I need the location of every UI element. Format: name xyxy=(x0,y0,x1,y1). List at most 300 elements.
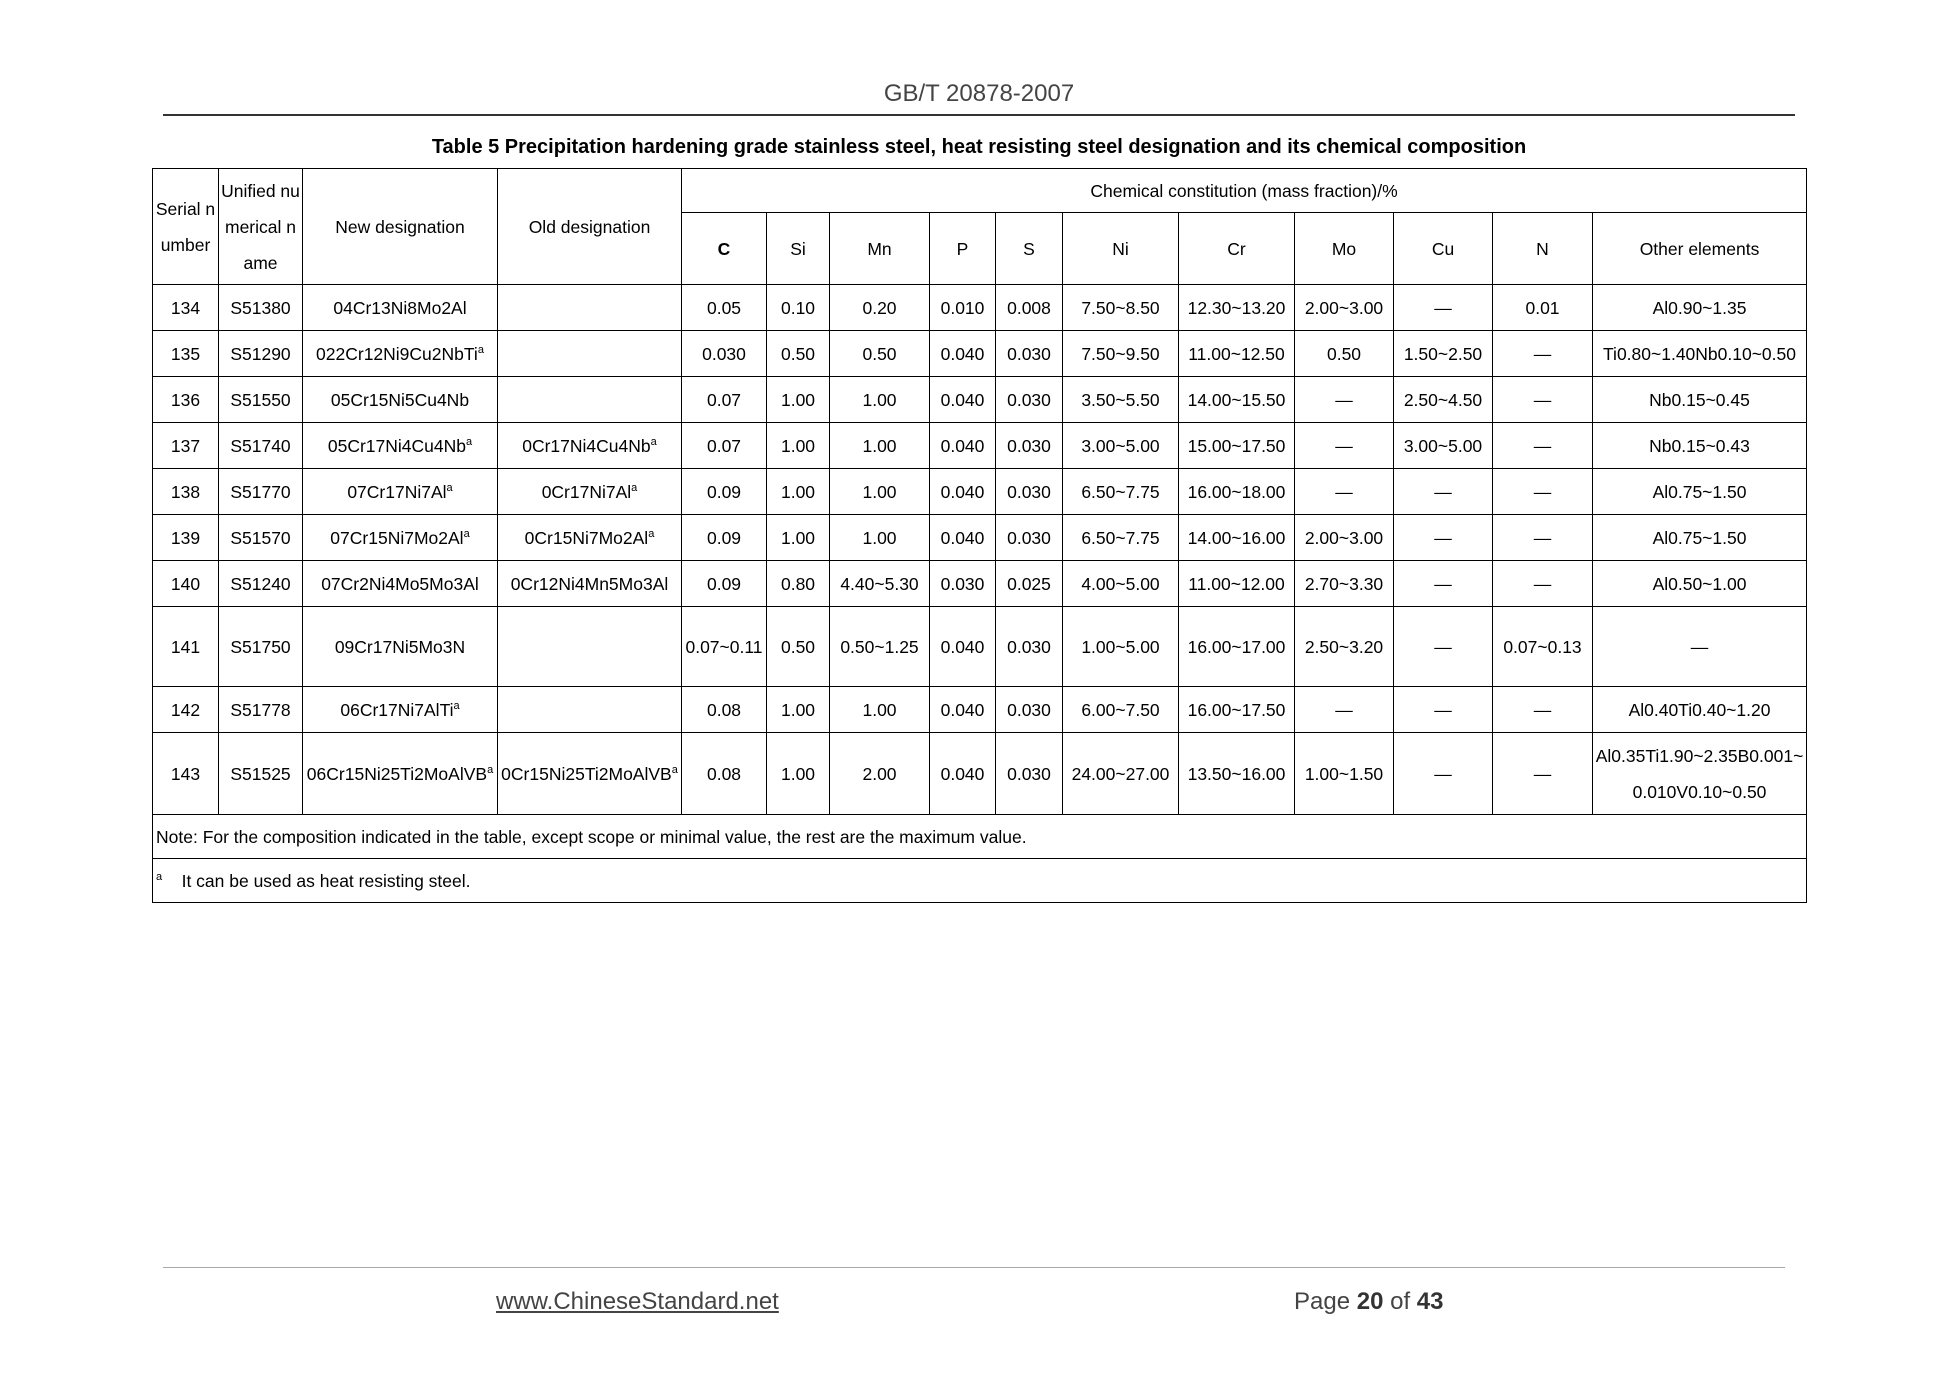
table-title: Table 5 Precipitation hardening grade stainless steel, heat resisting steel designation and its chemical composition xyxy=(431,136,1527,158)
new-designation-cell xyxy=(303,515,498,561)
header-element-mo: Mo xyxy=(1295,213,1394,285)
s-cell xyxy=(996,423,1063,469)
cr-cell-text: 14.00~15.50 xyxy=(1187,389,1286,410)
unified-name-cell xyxy=(219,469,303,515)
n-cell-text: — xyxy=(1533,389,1552,410)
unified-name-cell xyxy=(219,377,303,423)
header-element-n: N xyxy=(1493,213,1593,285)
mo-cell xyxy=(1295,687,1394,733)
ni-cell xyxy=(1063,561,1179,607)
p-cell-text: 0.040 xyxy=(940,527,985,548)
unified-name-cell xyxy=(219,687,303,733)
c-cell xyxy=(682,515,767,561)
mo-cell xyxy=(1295,331,1394,377)
footnote-ref: a xyxy=(631,481,638,494)
p-cell xyxy=(930,285,996,331)
new-designation-cell-text: 05Cr17Ni4Cu4Nb xyxy=(327,435,466,456)
table-notes xyxy=(153,815,1807,903)
old-designation-cell xyxy=(498,687,682,733)
ni-cell-text: 7.50~8.50 xyxy=(1081,297,1160,318)
header-element-p: P xyxy=(930,213,996,285)
table-row xyxy=(153,687,1807,733)
header-unified-numerical-name: Unified numerical name xyxy=(219,169,303,285)
si-cell xyxy=(767,733,830,815)
serial-number-cell xyxy=(153,469,219,515)
n-cell-text: — xyxy=(1533,527,1552,548)
header-other-elements: Other elements xyxy=(1593,213,1807,285)
c-cell xyxy=(682,687,767,733)
s-cell xyxy=(996,515,1063,561)
new-designation-cell xyxy=(303,561,498,607)
cr-cell xyxy=(1179,561,1295,607)
footnote-ref: a xyxy=(477,343,484,356)
ni-cell xyxy=(1063,377,1179,423)
cr-cell xyxy=(1179,331,1295,377)
mo-cell-text: — xyxy=(1335,435,1353,456)
si-cell xyxy=(767,331,830,377)
footnote-ref: a xyxy=(648,527,655,540)
c-cell-text: 0.08 xyxy=(706,763,742,784)
footnote-text: It can be used as heat resisting steel. xyxy=(181,870,471,891)
n-cell-text: — xyxy=(1533,435,1552,456)
new-designation-cell xyxy=(303,733,498,815)
header-element-ni: Ni xyxy=(1063,213,1179,285)
serial-number-cell xyxy=(153,561,219,607)
new-designation-cell-text: 04Cr13Ni8Mo2Al xyxy=(333,297,467,318)
old-designation-cell-text: 0Cr15Ni7Mo2Al xyxy=(524,527,649,548)
si-cell-text: 0.10 xyxy=(780,297,816,318)
c-cell xyxy=(682,561,767,607)
table-row xyxy=(153,733,1807,815)
unified-name-cell xyxy=(219,515,303,561)
unified-name-cell-text: S51550 xyxy=(230,389,291,410)
cu-cell-text: 3.00~5.00 xyxy=(1403,435,1483,456)
header-element-cr: Cr xyxy=(1179,213,1295,285)
header-divider xyxy=(163,114,1795,116)
n-cell-text: — xyxy=(1533,763,1552,784)
p-cell-text: 0.040 xyxy=(940,481,985,502)
s-cell xyxy=(996,285,1063,331)
other-elements-cell xyxy=(1593,515,1807,561)
s-cell xyxy=(996,377,1063,423)
s-cell xyxy=(996,733,1063,815)
n-cell xyxy=(1493,285,1593,331)
si-cell-text: 0.80 xyxy=(780,573,816,594)
mo-cell-text: — xyxy=(1335,389,1353,410)
old-designation-cell xyxy=(498,607,682,687)
cr-cell-text: 16.00~17.50 xyxy=(1187,699,1286,720)
c-cell xyxy=(682,285,767,331)
si-cell xyxy=(767,607,830,687)
s-cell xyxy=(996,607,1063,687)
mn-cell-text: 1.00 xyxy=(862,527,897,548)
n-cell-text: 0.07~0.13 xyxy=(1503,636,1582,657)
cu-cell-text: 2.50~4.50 xyxy=(1403,389,1483,410)
p-cell xyxy=(930,331,996,377)
c-cell-text: 0.030 xyxy=(702,343,746,364)
p-cell-text: 0.040 xyxy=(940,389,985,410)
cu-cell-text: — xyxy=(1434,527,1452,548)
table-row xyxy=(153,515,1807,561)
p-cell-text: 0.040 xyxy=(940,763,985,784)
serial-number-cell-text: 135 xyxy=(170,343,201,364)
mo-cell-text: 2.50~3.20 xyxy=(1304,636,1384,657)
n-cell-text: — xyxy=(1533,573,1552,594)
p-cell-text: 0.040 xyxy=(940,435,985,456)
si-cell xyxy=(767,515,830,561)
unified-name-cell-text: S51240 xyxy=(230,573,291,594)
s-cell-text: 0.030 xyxy=(1007,481,1051,502)
header-row-top xyxy=(153,169,1807,213)
serial-number-cell xyxy=(153,377,219,423)
n-cell xyxy=(1493,607,1593,687)
mn-cell-text: 2.00 xyxy=(862,763,897,784)
s-cell xyxy=(996,469,1063,515)
c-cell-text: 0.08 xyxy=(706,699,742,720)
new-designation-cell-text: 06Cr15Ni25Ti2MoAlVB xyxy=(306,763,488,784)
s-cell xyxy=(996,687,1063,733)
p-cell xyxy=(930,377,996,423)
s-cell-text: 0.030 xyxy=(1007,527,1051,548)
s-cell-text: 0.030 xyxy=(1007,343,1051,364)
header-new-designation: New designation xyxy=(303,169,498,285)
c-cell-text: 0.09 xyxy=(706,481,742,502)
cr-cell-text: 12.30~13.20 xyxy=(1187,297,1286,318)
mn-cell xyxy=(830,423,930,469)
header-element-si: Si xyxy=(767,213,830,285)
ni-cell xyxy=(1063,515,1179,561)
mo-cell-text: — xyxy=(1335,699,1353,720)
n-cell-text: — xyxy=(1533,343,1552,364)
si-cell-text: 1.00 xyxy=(780,389,816,410)
cr-cell xyxy=(1179,423,1295,469)
footnote-ref: a xyxy=(487,763,494,776)
p-cell xyxy=(930,607,996,687)
n-cell-text: 0.01 xyxy=(1525,297,1560,318)
mn-cell xyxy=(830,733,930,815)
ni-cell xyxy=(1063,733,1179,815)
serial-number-cell xyxy=(153,515,219,561)
header-old-designation: Old designation xyxy=(498,169,682,285)
cr-cell xyxy=(1179,377,1295,423)
serial-number-cell-text: 139 xyxy=(170,527,201,548)
cr-cell xyxy=(1179,469,1295,515)
footnote-ref: a xyxy=(466,435,473,448)
new-designation-cell-text: 09Cr17Ni5Mo3N xyxy=(334,636,466,657)
serial-number-cell-text: 136 xyxy=(170,389,201,410)
mo-cell-text: 1.00~1.50 xyxy=(1304,763,1384,784)
c-cell xyxy=(682,469,767,515)
table-note: Note: For the composition indicated in the table, except scope or minimal value, the rest are the maximum value. xyxy=(153,815,1807,859)
ni-cell xyxy=(1063,331,1179,377)
s-cell-text: 0.030 xyxy=(1007,763,1051,784)
cu-cell-text: — xyxy=(1434,297,1452,318)
n-cell xyxy=(1493,469,1593,515)
serial-number-cell xyxy=(153,687,219,733)
si-cell-text: 1.00 xyxy=(780,699,816,720)
footer-divider xyxy=(163,1267,1785,1268)
table-row xyxy=(153,607,1807,687)
unified-name-cell-text: S51750 xyxy=(230,636,291,657)
mn-cell xyxy=(830,561,930,607)
si-cell xyxy=(767,423,830,469)
cr-cell-text: 11.00~12.50 xyxy=(1188,343,1285,364)
si-cell-text: 0.50 xyxy=(780,636,816,657)
cu-cell xyxy=(1394,687,1493,733)
other-elements-cell xyxy=(1593,607,1807,687)
ni-cell-text: 6.50~7.75 xyxy=(1081,481,1160,502)
serial-number-cell-text: 140 xyxy=(170,573,201,594)
mo-cell xyxy=(1295,607,1394,687)
c-cell xyxy=(682,377,767,423)
mn-cell xyxy=(830,469,930,515)
new-designation-cell xyxy=(303,423,498,469)
new-designation-cell xyxy=(303,687,498,733)
header-serial-number: Serial number xyxy=(153,169,219,285)
old-designation-cell xyxy=(498,515,682,561)
other-elements-cell-text: Nb0.15~0.43 xyxy=(1649,435,1750,456)
mo-cell-text: — xyxy=(1335,481,1353,502)
cu-cell xyxy=(1394,515,1493,561)
c-cell xyxy=(682,423,767,469)
website-link[interactable]: www.ChineseStandard.net xyxy=(496,1288,779,1315)
cu-cell xyxy=(1394,331,1493,377)
old-designation-cell xyxy=(498,469,682,515)
n-cell-text: — xyxy=(1533,699,1552,720)
serial-number-cell-text: 141 xyxy=(170,636,201,657)
cu-cell-text: — xyxy=(1434,573,1452,594)
cr-cell xyxy=(1179,687,1295,733)
old-designation-cell xyxy=(498,285,682,331)
page-current: 20 xyxy=(1356,1288,1384,1315)
cr-cell-text: 13.50~16.00 xyxy=(1187,763,1286,784)
n-cell-text: — xyxy=(1533,481,1552,502)
other-elements-cell xyxy=(1593,331,1807,377)
footnote-ref: a xyxy=(463,527,470,540)
c-cell-text: 0.09 xyxy=(706,527,742,548)
c-cell-text: 0.09 xyxy=(706,573,742,594)
c-cell-text: 0.05 xyxy=(706,297,742,318)
cr-cell-text: 14.00~16.00 xyxy=(1187,527,1286,548)
mn-cell xyxy=(830,331,930,377)
new-designation-cell-text: 05Cr15Ni5Cu4Nb xyxy=(330,389,470,410)
mo-cell xyxy=(1295,285,1394,331)
mn-cell xyxy=(830,377,930,423)
footnote-ref: a xyxy=(671,763,678,776)
unified-name-cell-text: S51525 xyxy=(230,763,291,784)
ni-cell-text: 3.00~5.00 xyxy=(1081,435,1160,456)
mn-cell-text: 1.00 xyxy=(862,435,897,456)
cu-cell xyxy=(1394,377,1493,423)
n-cell xyxy=(1493,687,1593,733)
cr-cell-text: 16.00~18.00 xyxy=(1187,481,1286,502)
serial-number-cell-text: 134 xyxy=(170,297,201,318)
unified-name-cell xyxy=(219,607,303,687)
s-cell xyxy=(996,331,1063,377)
other-elements-cell-text: Al0.40Ti0.40~1.20 xyxy=(1628,699,1771,720)
old-designation-cell xyxy=(498,331,682,377)
p-cell xyxy=(930,423,996,469)
mn-cell xyxy=(830,687,930,733)
cr-cell-text: 15.00~17.50 xyxy=(1187,435,1286,456)
old-designation-cell-text: 0Cr12Ni4Mn5Mo3Al xyxy=(510,573,669,594)
c-cell xyxy=(682,607,767,687)
old-designation-cell-text: 0Cr17Ni7Al xyxy=(541,481,632,502)
old-designation-cell-text: 0Cr15Ni25Ti2MoAlVB xyxy=(501,763,672,784)
mo-cell xyxy=(1295,733,1394,815)
header-element-c: C xyxy=(682,213,767,285)
new-designation-cell xyxy=(303,285,498,331)
new-designation-cell xyxy=(303,607,498,687)
old-designation-cell xyxy=(498,423,682,469)
si-cell-text: 1.00 xyxy=(780,527,816,548)
other-elements-cell xyxy=(1593,423,1807,469)
table-footnote xyxy=(153,859,1807,903)
other-elements-cell xyxy=(1593,285,1807,331)
si-cell-text: 1.00 xyxy=(780,435,816,456)
ni-cell-text: 4.00~5.00 xyxy=(1081,573,1160,594)
mo-cell xyxy=(1295,561,1394,607)
p-cell-text: 0.040 xyxy=(940,343,985,364)
n-cell xyxy=(1493,515,1593,561)
old-designation-cell xyxy=(498,733,682,815)
cu-cell-text: — xyxy=(1434,636,1452,657)
cr-cell-text: 16.00~17.00 xyxy=(1187,636,1286,657)
other-elements-cell xyxy=(1593,469,1807,515)
serial-number-cell xyxy=(153,285,219,331)
p-cell-text: 0.040 xyxy=(940,699,985,720)
new-designation-cell-text: 06Cr17Ni7AlTi xyxy=(340,699,454,720)
ni-cell-text: 6.00~7.50 xyxy=(1081,699,1160,720)
n-cell xyxy=(1493,561,1593,607)
table-row xyxy=(153,331,1807,377)
footnote-marker: a xyxy=(156,870,163,883)
page-total: 43 xyxy=(1416,1288,1444,1315)
n-cell xyxy=(1493,423,1593,469)
serial-number-cell-text: 142 xyxy=(170,699,201,720)
c-cell xyxy=(682,733,767,815)
footnote-ref: a xyxy=(650,435,657,448)
mn-cell-text: 1.00 xyxy=(862,699,897,720)
page-indicator xyxy=(1294,1288,1444,1316)
other-elements-cell xyxy=(1593,733,1807,815)
p-cell xyxy=(930,515,996,561)
ni-cell xyxy=(1063,687,1179,733)
footnote-row xyxy=(153,859,1807,903)
other-elements-cell-text: — xyxy=(1690,636,1709,657)
si-cell xyxy=(767,687,830,733)
old-designation-cell-text: 0Cr17Ni4Cu4Nb xyxy=(522,435,651,456)
other-elements-cell-text: Ti0.80~1.40Nb0.10~0.50 xyxy=(1603,343,1796,364)
si-cell xyxy=(767,561,830,607)
p-cell-text: 0.030 xyxy=(940,573,985,594)
header-element-s: S xyxy=(996,213,1063,285)
new-designation-cell-text: 022Cr12Ni9Cu2NbTi xyxy=(316,343,478,364)
table-row xyxy=(153,423,1807,469)
serial-number-cell xyxy=(153,733,219,815)
ni-cell xyxy=(1063,285,1179,331)
mn-cell-text: 0.50~1.25 xyxy=(840,636,919,657)
ni-cell-text: 1.00~5.00 xyxy=(1081,636,1160,657)
unified-name-cell-text: S51778 xyxy=(230,699,291,720)
table-row xyxy=(153,561,1807,607)
cu-cell xyxy=(1394,423,1493,469)
table-row xyxy=(153,377,1807,423)
p-cell xyxy=(930,733,996,815)
page-of: of xyxy=(1390,1288,1411,1315)
unified-name-cell xyxy=(219,733,303,815)
serial-number-cell-text: 138 xyxy=(170,481,201,502)
other-elements-cell xyxy=(1593,377,1807,423)
mo-cell-text: 2.00~3.00 xyxy=(1304,527,1384,548)
si-cell-text: 1.00 xyxy=(780,481,816,502)
table-row xyxy=(153,285,1807,331)
other-elements-cell-text: Al0.35Ti1.90~2.35B0.001~0.010V0.10~0.50 xyxy=(1595,745,1804,802)
serial-number-cell xyxy=(153,331,219,377)
new-designation-cell-text: 07Cr2Ni4Mo5Mo3Al xyxy=(321,573,479,594)
cr-cell xyxy=(1179,607,1295,687)
new-designation-cell xyxy=(303,331,498,377)
mn-cell-text: 1.00 xyxy=(862,481,897,502)
other-elements-cell xyxy=(1593,687,1807,733)
cu-cell-text: 1.50~2.50 xyxy=(1403,343,1483,364)
other-elements-cell xyxy=(1593,561,1807,607)
ni-cell xyxy=(1063,469,1179,515)
old-designation-cell xyxy=(498,377,682,423)
ni-cell-text: 24.00~27.00 xyxy=(1071,763,1170,784)
s-cell-text: 0.025 xyxy=(1007,573,1051,594)
cr-cell-text: 11.00~12.00 xyxy=(1188,573,1285,594)
unified-name-cell xyxy=(219,285,303,331)
cr-cell xyxy=(1179,733,1295,815)
mn-cell-text: 1.00 xyxy=(862,389,897,410)
cu-cell xyxy=(1394,469,1493,515)
si-cell-text: 1.00 xyxy=(780,763,816,784)
cu-cell xyxy=(1394,285,1493,331)
mo-cell xyxy=(1295,377,1394,423)
cr-cell xyxy=(1179,285,1295,331)
mn-cell xyxy=(830,515,930,561)
mn-cell-text: 0.50 xyxy=(862,343,897,364)
c-cell-text: 0.07 xyxy=(706,389,742,410)
header-chemical-constitution: Chemical constitution (mass fraction)/% xyxy=(682,169,1807,213)
cu-cell xyxy=(1394,733,1493,815)
n-cell xyxy=(1493,377,1593,423)
page-prefix: Page xyxy=(1294,1288,1351,1315)
n-cell xyxy=(1493,331,1593,377)
other-elements-cell-text: Al0.90~1.35 xyxy=(1652,297,1747,318)
new-designation-cell xyxy=(303,469,498,515)
new-designation-cell-text: 07Cr17Ni7Al xyxy=(347,481,447,502)
cu-cell-text: — xyxy=(1434,699,1452,720)
unified-name-cell-text: S51570 xyxy=(230,527,291,548)
mn-cell xyxy=(830,607,930,687)
ni-cell-text: 6.50~7.75 xyxy=(1081,527,1160,548)
table-row xyxy=(153,469,1807,515)
other-elements-cell-text: Al0.50~1.00 xyxy=(1652,573,1747,594)
serial-number-cell xyxy=(153,607,219,687)
cu-cell xyxy=(1394,561,1493,607)
old-designation-cell xyxy=(498,561,682,607)
p-cell-text: 0.040 xyxy=(940,636,985,657)
p-cell xyxy=(930,469,996,515)
ni-cell-text: 7.50~9.50 xyxy=(1081,343,1160,364)
c-cell-text: 0.07~0.11 xyxy=(685,636,763,657)
unified-name-cell xyxy=(219,423,303,469)
mo-cell xyxy=(1295,423,1394,469)
other-elements-cell-text: Nb0.15~0.45 xyxy=(1649,389,1750,410)
composition-table xyxy=(152,168,1807,903)
